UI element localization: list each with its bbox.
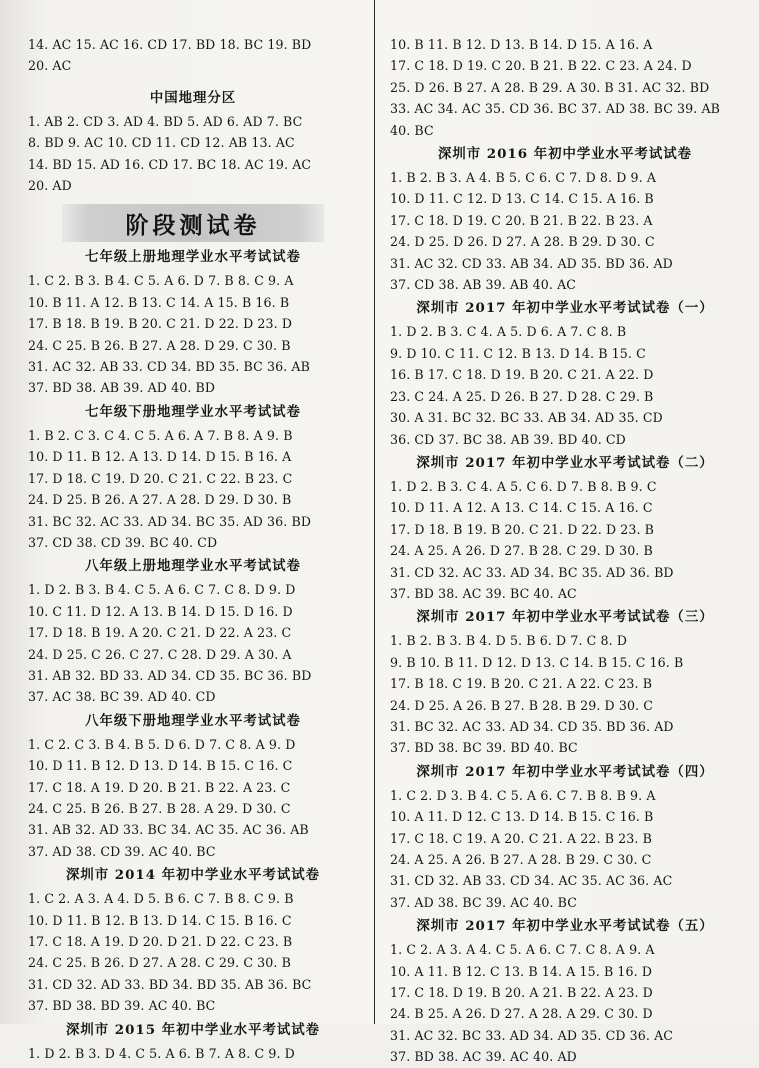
exam-title: 八年级上册地理学业水平考试试卷 (85, 558, 301, 575)
exam-title: 深圳市 2017 年初中学业水平考试试卷（三） (416, 609, 714, 626)
answer-line: 33. AC 34. AC 35. CD 36. BC 37. AD 38. BC 39. AB (390, 101, 721, 117)
answer-line: 1. C 2. A 3. A 4. D 5. B 6. C 7. B 8. C 9. B (28, 891, 294, 907)
answer-line: 37. AD 38. BC 39. AC 40. BC (390, 894, 578, 910)
answer-line: 9. D 10. C 11. C 12. B 13. D 14. B 15. C (390, 345, 646, 361)
answer-line: 37. BD 38. AC 39. AC 40. AD (390, 1049, 577, 1065)
exam-title: 深圳市 2017 年初中学业水平考试试卷（五） (416, 918, 714, 935)
answer-line: 17. C 18. C 19. A 20. C 21. A 22. B 23. B (390, 830, 652, 846)
exam-section (390, 143, 740, 295)
answer-line: 17. B 18. C 19. B 20. C 21. A 22. C 23. B (390, 676, 653, 692)
answer-line: 24. D 25. C 26. C 27. C 28. D 29. A 30. A (28, 646, 292, 662)
answer-line: 37. BD 38. AB 39. AD 40. BD (28, 380, 216, 396)
answer-line: 17. C 18. D 19. B 20. A 21. B 22. A 23. D (390, 985, 653, 1001)
answer-line: 20. AD (28, 178, 72, 194)
answer-line: 31. CD 32. AC 33. AD 34. BC 35. AD 36. BD (390, 564, 674, 580)
answer-line: 24. B 25. A 26. D 27. A 28. A 29. C 30. D (390, 1006, 653, 1022)
answer-line: 1. B 2. C 3. C 4. C 5. A 6. A 7. B 8. A 9. B (28, 427, 293, 443)
answer-line: 10. D 11. B 12. D 13. D 14. B 15. C 16. C (28, 758, 293, 774)
exam-section (28, 710, 358, 862)
answer-line: 1. C 2. A 3. A 4. C 5. A 6. C 7. C 8. A 9. A (390, 942, 655, 958)
answer-line: 36. CD 37. BC 38. AB 39. BD 40. CD (390, 431, 626, 447)
answer-line: 37. CD 38. CD 39. BC 40. CD (28, 534, 218, 550)
answer-line: 1. B 2. B 3. B 4. D 5. B 6. D 7. C 8. D (390, 633, 628, 649)
answer-line: 31. AC 32. AB 33. CD 34. BD 35. BC 36. AB (28, 359, 310, 375)
answer-line: 37. BD 38. BC 39. BD 40. BC (390, 740, 578, 756)
answer-line: 8. BD 9. AC 10. CD 11. CD 12. AB 13. AC (28, 135, 295, 151)
answer-line: 16. B 17. C 18. D 19. B 20. C 21. A 22. D (390, 367, 654, 383)
right-intro-block (390, 34, 740, 141)
answer-line: 40. BC (390, 122, 434, 138)
answer-line: 23. C 24. A 25. D 26. B 27. D 28. C 29. B (390, 388, 654, 404)
answer-line: 10. D 11. B 12. B 13. D 14. C 15. B 16. C (28, 912, 292, 928)
answer-line: 17. B 18. B 19. B 20. C 21. D 22. D 23. D (28, 316, 293, 332)
answer-line: 17. C 18. D 19. C 20. B 21. B 22. B 23. A (390, 212, 653, 228)
exam-section (28, 246, 358, 398)
answer-line: 17. D 18. B 19. B 20. C 21. D 22. D 23. B (390, 521, 655, 537)
exam-section (390, 452, 740, 604)
answer-line: 1. C 2. B 3. B 4. C 5. A 6. D 7. B 8. C 9. A (28, 273, 294, 289)
answer-line: 37. CD 38. AB 39. AB 40. AC (390, 277, 576, 293)
stage-test-banner: 阶段测试卷 (62, 204, 324, 242)
exam-title: 八年级下册地理学业水平考试试卷 (85, 712, 301, 729)
exam-section (28, 401, 358, 553)
exam-section (28, 1019, 358, 1064)
answer-line: 14. BD 15. AD 16. CD 17. BC 18. AC 19. AC (28, 156, 312, 172)
answer-line: 37. AD 38. CD 39. AC 40. BC (28, 843, 216, 859)
answer-line: 24. D 25. B 26. A 27. A 28. D 29. D 30. B (28, 492, 292, 508)
exam-section (390, 297, 740, 449)
answer-line: 17. D 18. B 19. A 20. C 21. D 22. A 23. C (28, 625, 292, 641)
answer-line: 10. B 11. B 12. D 13. B 14. D 15. A 16. A (390, 37, 653, 52)
answer-line: 31. AB 32. BD 33. AD 34. CD 35. BC 36. BD (28, 667, 312, 683)
answer-line: 1. C 2. C 3. B 4. B 5. D 6. D 7. C 8. A 9. D (28, 736, 296, 752)
answer-line: 10. D 11. C 12. D 13. C 14. C 15. A 16. B (390, 191, 654, 207)
left-column (28, 34, 358, 1064)
answer-line: 1. D 2. B 3. C 4. A 5. D 6. A 7. C 8. B (390, 324, 627, 340)
exam-title: 七年级上册地理学业水平考试试卷 (85, 249, 301, 266)
answer-line: 17. C 18. A 19. D 20. D 21. D 22. C 23. B (28, 934, 293, 949)
answer-line: 10. B 11. A 12. B 13. C 14. A 15. B 16. B (28, 294, 290, 310)
china-geo-answers (28, 111, 358, 197)
answer-line: 24. C 25. B 26. B 27. B 28. A 29. D 30. C (28, 800, 291, 816)
answer-line: 31. CD 32. AD 33. BD 34. BD 35. AB 36. BC (28, 976, 312, 992)
answer-line: 37. BD 38. AC 39. BC 40. AC (390, 585, 577, 601)
answer-line: 9. B 10. B 11. D 12. D 13. C 14. B 15. C 16. B (390, 654, 684, 670)
exam-title: 深圳市 2015 年初中学业水平考试试卷 (65, 1021, 321, 1038)
exam-title: 深圳市 2014 年初中学业水平考试试卷 (65, 867, 321, 884)
answer-line: 31. AC 32. BC 33. AD 34. AD 35. CD 36. AC (390, 1027, 674, 1043)
exam-title: 深圳市 2016 年初中学业水平考试试卷 (437, 146, 693, 163)
answer-line: 17. D 18. C 19. D 20. C 21. C 22. B 23. C (28, 470, 293, 486)
answer-line: 31. BC 32. AC 33. AD 34. BC 35. AD 36. BD (28, 513, 312, 529)
answer-line: 31. AB 32. AD 33. BC 34. AC 35. AC 36. AB (28, 822, 309, 838)
answer-line: 10. D 11. B 12. A 13. D 14. D 15. B 16. A (28, 449, 292, 465)
exam-title: 深圳市 2017 年初中学业水平考试试卷（二） (416, 454, 714, 471)
answer-line: 20. AC (28, 58, 72, 74)
answer-line: 10. D 11. A 12. A 13. C 14. C 15. A 16. C (390, 500, 653, 516)
answer-line: 24. C 25. B 26. D 27. A 28. C 29. C 30. B (28, 955, 291, 971)
left-intro-block (28, 34, 358, 77)
answer-line: 17. C 18. A 19. D 20. B 21. B 22. A 23. C (28, 779, 291, 795)
answer-line: 10. C 11. D 12. A 13. B 14. D 15. D 16. D (28, 603, 293, 619)
exam-section (28, 864, 358, 1016)
exam-title: 七年级下册地理学业水平考试试卷 (85, 403, 301, 420)
answer-line: 14. AC 15. AC 16. CD 17. BD 18. BC 19. BD (28, 37, 312, 52)
exam-section (390, 606, 740, 758)
exam-section (390, 915, 740, 1067)
section-heading-china-geo: 中国地理分区 (149, 89, 237, 106)
answer-line: 10. A 11. B 12. C 13. B 14. A 15. B 16. D (390, 963, 653, 979)
answer-line: 24. C 25. B 26. B 27. A 28. D 29. C 30. B (28, 337, 291, 353)
answer-line: 25. D 26. B 27. A 28. B 29. A 30. B 31. AC 32. BD (390, 79, 710, 95)
right-column (390, 34, 740, 1068)
answer-line: 10. A 11. D 12. C 13. D 14. B 15. C 16. B (390, 809, 654, 825)
answer-line: 31. CD 32. AB 33. CD 34. AC 35. AC 36. AC (390, 873, 673, 889)
answer-line: 1. D 2. B 3. C 4. A 5. C 6. D 7. B 8. B 9. C (390, 478, 657, 494)
exam-title: 深圳市 2017 年初中学业水平考试试卷（一） (416, 300, 714, 317)
answer-line: 1. D 2. B 3. D 4. C 5. A 6. B 7. A 8. C 9. D (28, 1045, 295, 1061)
answer-line: 30. A 31. BC 32. BC 33. AB 34. AD 35. CD (390, 410, 663, 426)
answer-line: 24. D 25. D 26. D 27. A 28. B 29. D 30. C (390, 234, 655, 250)
exam-title: 深圳市 2017 年初中学业水平考试试卷（四） (416, 763, 714, 780)
answer-line: 1. C 2. D 3. B 4. C 5. A 6. C 7. B 8. B 9. A (390, 787, 656, 803)
column-divider (374, 0, 375, 1024)
answer-line: 1. AB 2. CD 3. AD 4. BD 5. AD 6. AD 7. BC (28, 113, 303, 129)
answer-line: 31. AC 32. CD 33. AB 34. AD 35. BD 36. AD (390, 255, 673, 271)
answer-line: 37. BD 38. BD 39. AC 40. BC (28, 998, 216, 1014)
answer-line: 1. B 2. B 3. A 4. B 5. C 6. C 7. D 8. D 9. A (390, 170, 657, 186)
answer-line: 17. C 18. D 19. C 20. B 21. B 22. C 23. A 24. D (390, 58, 692, 74)
answer-line: 24. A 25. A 26. B 27. A 28. B 29. C 30. C (390, 852, 652, 867)
answer-line: 31. BC 32. AC 33. AD 34. CD 35. BD 36. AD (390, 718, 674, 734)
answer-line: 24. D 25. A 26. B 27. B 28. B 29. D 30. C (390, 697, 654, 713)
exam-section (390, 761, 740, 913)
answer-line: 1. D 2. B 3. B 4. C 5. A 6. C 7. C 8. D 9. D (28, 582, 296, 598)
answer-line: 24. A 25. A 26. D 27. B 28. C 29. D 30. B (390, 543, 653, 559)
exam-section (28, 555, 358, 707)
answer-line: 37. AC 38. BC 39. AD 40. CD (28, 689, 216, 705)
